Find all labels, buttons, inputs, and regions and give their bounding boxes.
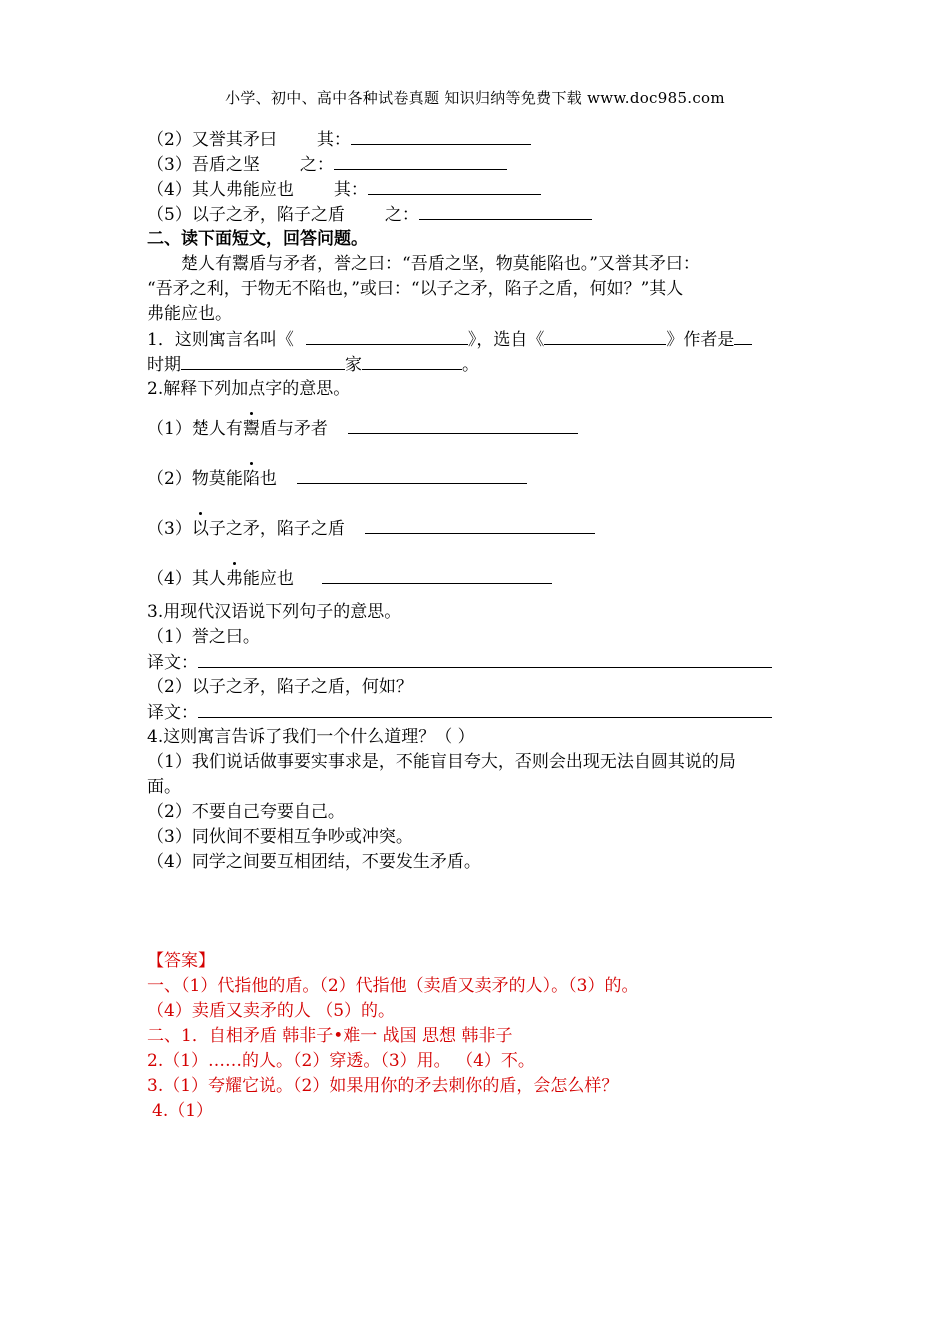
answer-blank[interactable] (306, 328, 468, 345)
question-3-translation-2: 译文： (147, 701, 772, 724)
answers-line-4: 2.（1）……的人。（2）穿透。（3）用。 （4）不。 (147, 1051, 535, 1071)
question-4-option-2: （2）不要自己夸要自己。 (147, 802, 345, 822)
page-header: 小学、初中、高中各种试卷真题 知识归纳等免费下载 www.doc985.com (225, 89, 725, 107)
answer-blank[interactable] (351, 128, 531, 145)
passage-line-1: 楚人有鬻盾与矛者，誉之曰：“吾盾之坚，物莫能陷也。”又誉其矛曰： (181, 254, 700, 274)
question-2-title: 2.解释下列加点字的意思。 (147, 379, 351, 399)
answer-blank[interactable] (368, 178, 541, 195)
question-4-option-1-cont: 面。 (147, 777, 181, 797)
question-3-translation-1: 译文： (147, 651, 772, 674)
question-4-option-1: （1）我们说话做事要实事求是，不能盲目夸大，否则会出现无法自圆其说的局 (147, 752, 736, 772)
part1-item-5: （5）以子之矛，陷子之盾 之： (147, 203, 592, 226)
answer-blank[interactable] (334, 153, 507, 170)
answers-line-2: （4）卖盾又卖矛的人 （5）的。 (147, 1001, 396, 1021)
question-4-option-4: （4）同学之间要互相团结，不要发生矛盾。 (147, 852, 481, 872)
question-3-title: 3.用现代汉语说下列句子的意思。 (147, 602, 402, 622)
answers-line-3: 二、1．自相矛盾 韩非子•难一 战国 思想 韩非子 (147, 1026, 513, 1046)
answers-title: 【答案】 (147, 951, 215, 971)
part1-item-4: （4）其人弗能应也 其： (147, 178, 541, 201)
question-2-item-1: （1）楚人有鬻盾与矛者 (147, 417, 578, 440)
answer-blank[interactable] (544, 328, 666, 345)
question-1-line-1: 1．这则寓言名叫《 》，选自《 》作者是 (147, 328, 752, 351)
question-3-sentence-1: （1）誉之曰。 (147, 627, 260, 647)
answers-line-1: 一、（1）代指他的盾。（2）代指他（卖盾又卖矛的人）。（3）的。 (147, 976, 639, 996)
answer-blank[interactable] (419, 203, 592, 220)
question-2-item-3: （3）以子之矛，陷子之盾 (147, 517, 595, 540)
part1-item-3: （3）吾盾之坚 之： (147, 153, 507, 176)
section2-title: 二、读下面短文，回答问题。 (147, 229, 368, 249)
answer-blank[interactable] (348, 417, 578, 434)
part1-item-2: （2）又誉其矛曰 其： (147, 128, 531, 151)
question-4-title: 4.这则寓言告诉了我们一个什么道理？（ ） (147, 727, 475, 747)
translation-blank[interactable] (198, 651, 772, 668)
answer-blank[interactable] (362, 353, 462, 370)
answer-blank[interactable] (365, 517, 595, 534)
answers-line-5: 3.（1）夸耀它说。（2）如果用你的矛去刺你的盾，会怎么样？ (147, 1076, 619, 1096)
answer-blank[interactable] (181, 353, 345, 370)
answer-blank[interactable] (322, 567, 552, 584)
question-2-item-2: （2）物莫能陷也 (147, 467, 527, 490)
question-3-sentence-2: （2）以子之矛，陷子之盾，何如？ (147, 677, 413, 697)
answers-line-6: 4.（1） (152, 1101, 214, 1121)
answer-blank[interactable] (297, 467, 527, 484)
answer-blank[interactable] (734, 328, 752, 345)
question-1-line-2: 时期 家 。 (147, 355, 479, 375)
question-2-item-4: （4）其人弗能应也 (147, 567, 552, 590)
passage-line-2: “吾矛之利，于物无不陷也，”或曰：“以子之矛，陷子之盾，何如？”其人 (147, 279, 684, 299)
passage-line-3: 弗能应也。 (147, 304, 232, 324)
question-4-option-3: （3）同伙间不要相互争吵或冲突。 (147, 827, 413, 847)
translation-blank[interactable] (198, 701, 772, 718)
